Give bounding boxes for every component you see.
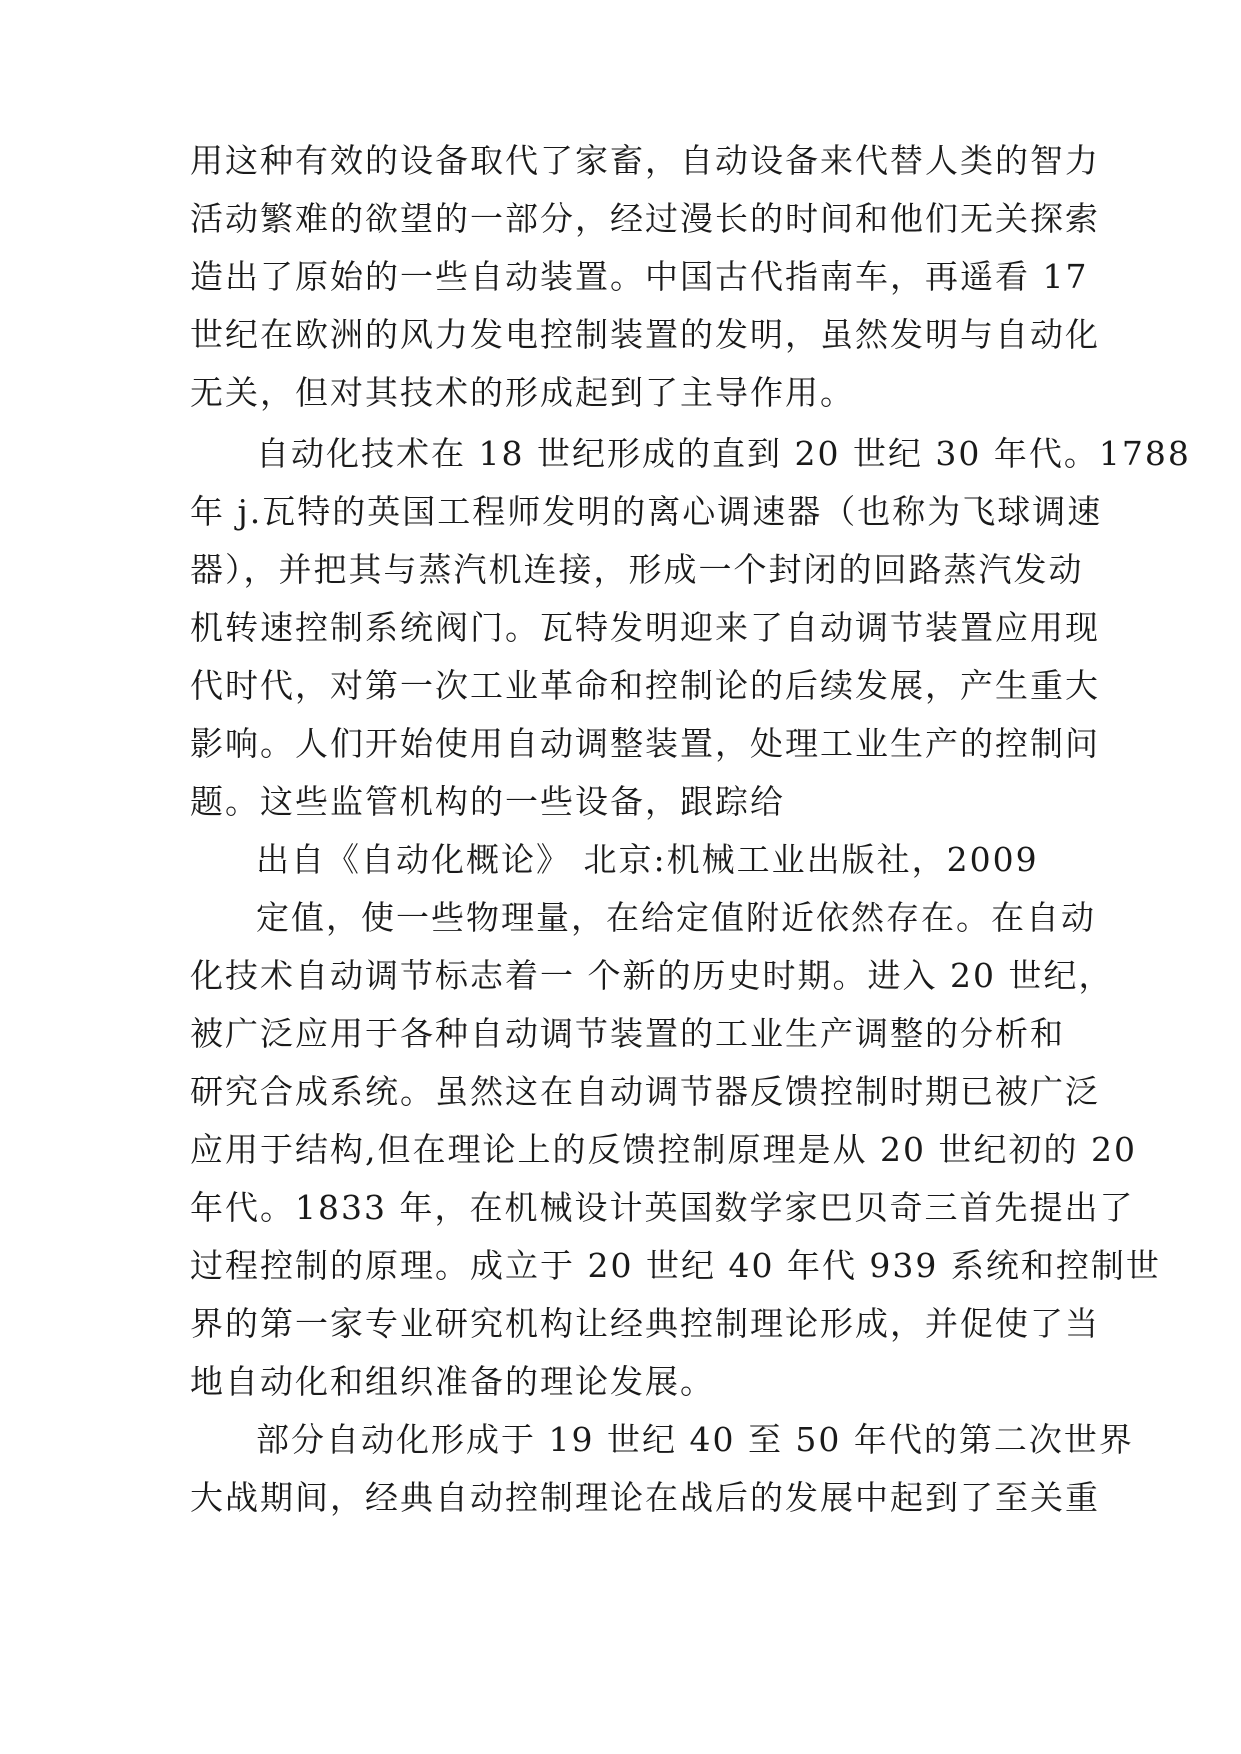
text-line: 代时代，对第一次工业革命和控制论的后续发展，产生重大	[190, 666, 1100, 705]
text-line: 造出了原始的一些自动装置。中国古代指南车，再遥看 17	[190, 257, 1089, 296]
text-line: 过程控制的原理。成立于 20 世纪 40 年代 939 系统和控制世	[190, 1246, 1161, 1285]
text-line: 部分自动化形成于 19 世纪 40 至 50 年代的第二次世界	[256, 1420, 1134, 1459]
text-line: 自动化技术在 18 世纪形成的直到 20 世纪 30 年代。1788	[256, 434, 1191, 473]
text-line: 机转速控制系统阀门。瓦特发明迎来了自动调节装置应用现	[190, 608, 1100, 647]
text-line: 影响。人们开始使用自动调整装置，处理工业生产的控制问	[190, 724, 1100, 763]
text-line: 被广泛应用于各种自动调节装置的工业生产调整的分析和	[190, 1014, 1065, 1053]
text-line: 界的第一家专业研究机构让经典控制理论形成，并促使了当	[190, 1304, 1100, 1343]
text-line: 年代。1833 年，在机械设计英国数学家巴贝奇三首先提出了	[190, 1188, 1135, 1227]
text-line: 活动繁难的欲望的一部分，经过漫长的时间和他们无关探索	[190, 199, 1100, 238]
text-line: 世纪在欧洲的风力发电控制装置的发明，虽然发明与自动化	[190, 315, 1100, 354]
text-line: 题。这些监管机构的一些设备，跟踪给	[190, 782, 785, 821]
text-line: 地自动化和组织准备的理论发展。	[190, 1362, 715, 1401]
text-line: 应用于结构,但在理论上的反馈控制原理是从 20 世纪初的 20	[190, 1130, 1137, 1169]
text-line: 器），并把其与蒸汽机连接，形成一个封闭的回路蒸汽发动	[190, 550, 1084, 589]
text-line: 大战期间，经典自动控制理论在战后的发展中起到了至关重	[190, 1478, 1100, 1517]
text-line: 化技术自动调节标志着一 个新的历史时期。进入 20 世纪，	[190, 956, 1114, 995]
text-line: 无关，但对其技术的形成起到了主导作用。	[190, 373, 855, 412]
text-line: 出自《自动化概论》 北京:机械工业出版社，2009	[256, 840, 1039, 879]
text-line: 研究合成系统。虽然这在自动调节器反馈控制时期已被广泛	[190, 1072, 1100, 1111]
text-line: 用这种有效的设备取代了家畜，自动设备来代替人类的智力	[190, 141, 1100, 180]
text-line: 定值，使一些物理量，在给定值附近依然存在。在自动	[256, 898, 1096, 937]
text-line: 年 j.瓦特的英国工程师发明的离心调速器（也称为飞球调速	[190, 492, 1103, 531]
